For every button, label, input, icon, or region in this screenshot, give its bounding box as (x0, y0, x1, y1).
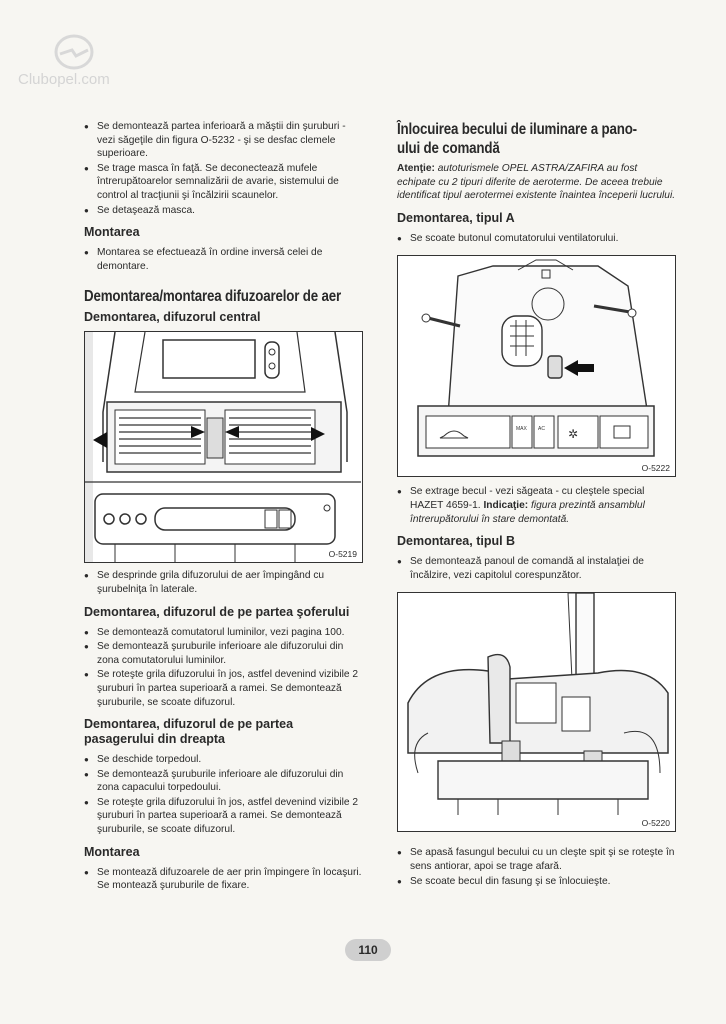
watermark-text: Clubopel.com (18, 71, 110, 88)
fan-switch-drawing (398, 256, 674, 476)
ac-label: AC (538, 426, 545, 433)
montarea-heading: Montarea (84, 844, 140, 859)
montarea-heading: Montarea (84, 225, 140, 240)
tipA-list-2 (397, 485, 676, 526)
section-title-difuzoare: Demontarea/montarea difuzoarelor de aer (84, 288, 342, 306)
list-item: ● Montarea se efectuează în ordine inversă celei de demontare. (84, 246, 363, 273)
central-heading: Demontarea, difuzorul central (84, 310, 261, 325)
montarea-list (84, 246, 363, 273)
list-item: ● Se demontează panoul de comandă al instalaţiei de încălzire, vezi capitolul corespunzător. (397, 555, 676, 582)
passenger-list (84, 753, 363, 837)
clubopel-watermark (14, 34, 134, 94)
tipA-list (397, 232, 676, 246)
figure-o5219 (84, 331, 363, 563)
passenger-heading: Demontarea, difuzorul de pe partea pasagerului din dreapta (84, 717, 294, 747)
list-item: ● Se montează difuzoarele de aer prin împingere în locaşuri. Se montează şuruburile de fixare. (84, 866, 363, 893)
list-item: ● Se roteşte grila difuzorului în jos, astfel devenind vizibile 2 şuruburi în partea superioară a ramei. Se demontează şuruburile, se scoate difuzorul. (84, 668, 363, 709)
max-label: MAX (516, 426, 527, 433)
figure-label: O-5222 (641, 463, 670, 474)
figure-label: O-5220 (641, 818, 670, 829)
list-item-text: Se extrage becul - vezi săgeata - cu cleştele special HAZET 4659-1. (410, 486, 645, 511)
list-item: ● Se roteşte grila difuzorului în jos, astfel devenind vizibile 2 şuruburi în partea superioară a ramei. Se demontează şuruburile, se scoate difuzorul. (84, 796, 363, 837)
intro-list (84, 120, 363, 217)
list-item: ● Se apasă fasungul becului cu un cleşte spit şi se roteşte în sens antiorar, apoi se trage afară. (397, 846, 676, 873)
tipB-heading: Demontarea, tipul B (397, 534, 516, 549)
atentie-text: autoturismele OPEL ASTRA/ZAFIRA au fost echipate cu 2 tipuri diferite de aeroterme. De aceea trebuie identificat tipul aerotermei existente înaintea începerii lucrului. (397, 163, 676, 202)
atentie-paragraph (397, 162, 676, 203)
list-item: ● Se demontează comutatorul luminilor, vezi pagina 100. (84, 626, 363, 640)
right-column (397, 120, 676, 889)
list-item: ● Se trage masca în faţă. Se deconectează mufele întrerupătoarelor semnalizării de avarie, sistemului de control al tracţiunii şi încălzirii scaunelor. (84, 162, 363, 203)
list-item: ● Se demontează partea inferioară a măştii din şuruburi - vezi săgeţile din figura O-5232 - şi se desfac clemele superioare. (84, 120, 363, 161)
section-title-line2: ului de comandă (397, 140, 500, 157)
indicatie-text: figura prezintă ansamblul întrerupătorului în stare demontată. (410, 499, 645, 525)
figure-o5220 (397, 592, 676, 832)
montarea-list (84, 866, 363, 893)
list-item (397, 485, 676, 526)
left-column (84, 120, 363, 894)
central-list (84, 569, 363, 596)
list-item: ● Se demontează şuruburile inferioare ale difuzorului din zona comutatorului luminilor. (84, 640, 363, 667)
driver-heading: Demontarea, difuzorul de pe partea şoferului (84, 604, 350, 619)
tipB-list (397, 555, 676, 582)
list-item: ● Se deschide torpedoul. (84, 753, 363, 767)
final-list (397, 846, 676, 888)
indicatie-label: Indicaţie: (483, 499, 529, 511)
figure-label: O-5219 (328, 549, 357, 560)
section-title-line1: Înlocuirea becului de iluminare a pano- (397, 121, 637, 138)
driver-list (84, 626, 363, 710)
figure-o5222 (397, 255, 676, 477)
tipA-heading: Demontarea, tipul A (397, 210, 515, 225)
list-item: ● Se scoate butonul comutatorului ventilatorului. (397, 232, 676, 246)
svg-text:✲: ✲ (568, 427, 579, 442)
dashboard-vent-drawing (85, 332, 361, 562)
list-item: ● Se detaşează masca. (84, 204, 363, 218)
list-item: ● Se scoate becul din fasung şi se înlocuieşte. (397, 875, 676, 889)
atentie-label: Atenţie: (397, 163, 435, 174)
heater-panel-drawing (398, 593, 674, 831)
page-number: 110 (345, 939, 391, 961)
list-item: ● Se demontează şuruburile inferioare ale difuzorului din zona capacului torpedoului. (84, 768, 363, 795)
list-item: ● Se desprinde grila difuzorului de aer împingând cu şurubelniţa în laterale. (84, 569, 363, 596)
